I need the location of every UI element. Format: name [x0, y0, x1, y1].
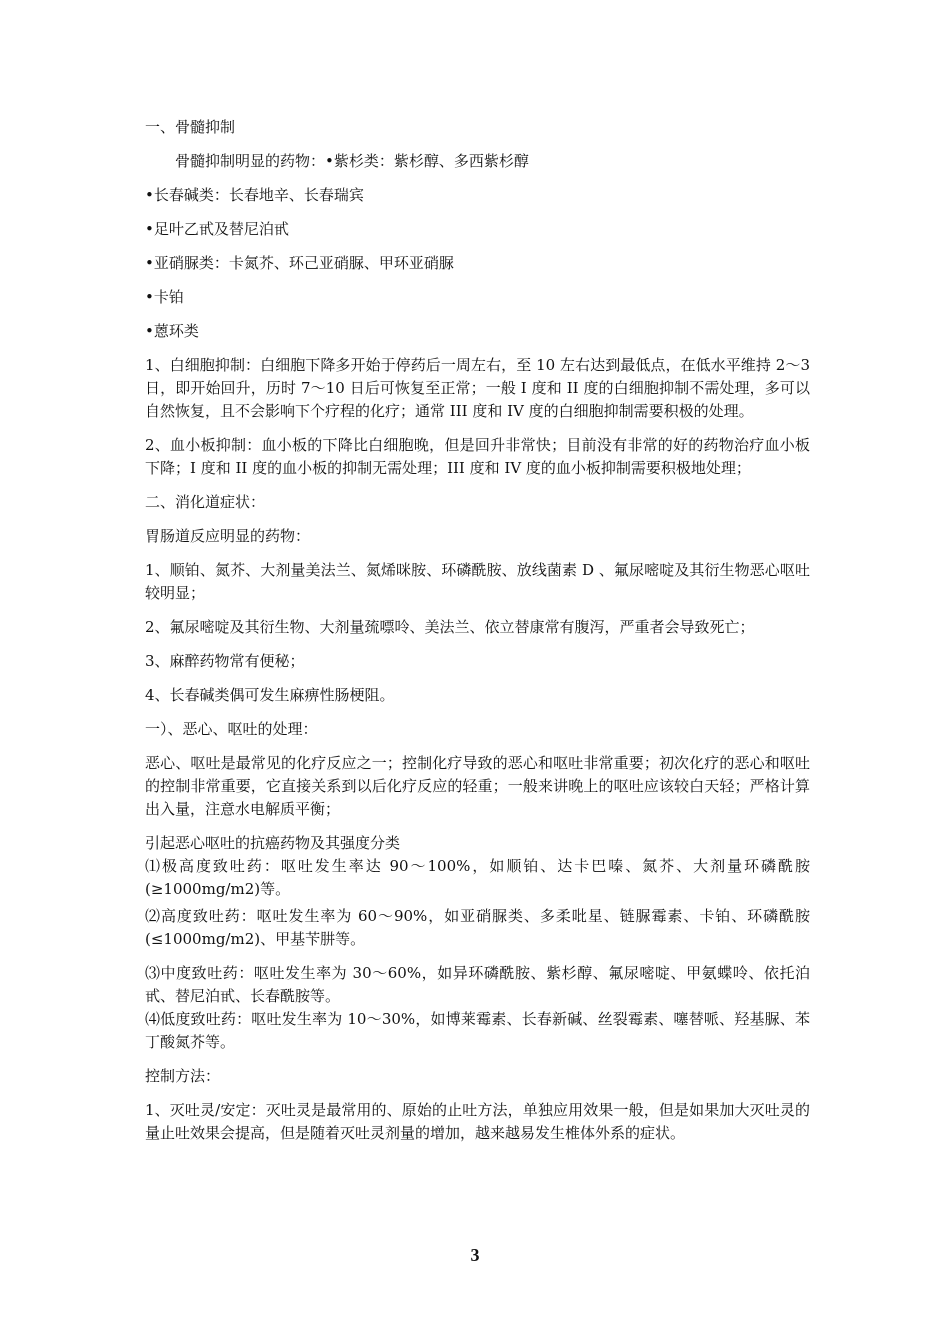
heading-bone-marrow-suppression: 一、骨髓抑制: [145, 118, 236, 136]
emetogenic-class-very-high: ⑴极高度致吐药：呕吐发生率达 90～100%，如顺铂、达卡巴嗪、氮芥、大剂量环磷酰胺(≥1000mg/m2)等。: [145, 857, 810, 898]
heading-digestive-symptoms: 二、消化道症状：: [145, 493, 266, 511]
drug-list-item: •长春碱类：长春地辛、长春瑞宾: [145, 186, 364, 204]
emetogenic-class-low: ⑷低度致吐药：呕吐发生率为 10～30%，如博莱霉素、长春新碱、丝裂霉素、噻替哌、羟基脲、苯丁酸氮芥等。: [145, 1010, 810, 1051]
emetogenic-class-moderate: ⑶中度致吐药：呕吐发生率为 30～60%，如异环磷酰胺、紫杉醇、氟尿嘧啶、甲氨蝶呤、依托泊甙、替尼泊甙、长春酰胺等。: [145, 964, 810, 1005]
gi-item-ileus: 4、长春碱类偶可发生麻痹性肠梗阻。: [145, 686, 395, 704]
drug-list-item: •卡铂: [145, 288, 184, 306]
page-number: 3: [470, 1245, 480, 1265]
heading-nausea-vomiting: 一）、恶心、呕吐的处理：: [145, 720, 318, 738]
drug-list-item: •蒽环类: [145, 322, 199, 340]
subheading-emetogenic-classes: 引起恶心呕吐的抗癌药物及其强度分类: [145, 834, 401, 852]
subheading-gi-drugs: 胃肠道反应明显的药物：: [145, 527, 311, 545]
subheading-control-methods: 控制方法：: [145, 1067, 221, 1085]
gi-item-nausea: 1、顺铂、氮芥、大剂量美法兰、氮烯咪胺、环磷酰胺、放线菌素 D 、氟尿嘧啶及其衍生物恶心呕吐较明显；: [145, 561, 810, 602]
paragraph-platelet-suppression: 2、血小板抑制：血小板的下降比白细胞晚，但是回升非常快；目前没有非常的好的药物治疗血小板下降；I 度和 II 度的血小板的抑制无需处理；III 度和 IV 度的血小板抑制需要积极地处理；: [145, 436, 810, 477]
document-body: [145, 116, 810, 1145]
paragraph-leukocyte-suppression: 1、白细胞抑制：白细胞下降多开始于停药后一周左右，至 10 左右达到最低点，在低水平维持 2～3 日，即开始回升，历时 7～10 日后可恢复至正常；一般 I 度和 II 度的白细胞抑制不需处理，多可以自然恢复，且不会影响下个疗程的化疗；通常 III 度和 IV 度的白细胞抑制需要积极的处理。: [145, 356, 810, 420]
drug-list-intro: 骨髓抑制明显的药物：•紫杉类：紫杉醇、多西紫杉醇: [175, 152, 529, 170]
emetogenic-class-high: ⑵高度致吐药：呕吐发生率为 60～90%，如亚硝脲类、多柔吡星、链脲霉素、卡铂、环磷酰胺(≤1000mg/m2)、甲基苄肼等。: [145, 907, 810, 948]
paragraph-metoclopramide: 1、灭吐灵/安定：灭吐灵是最常用的、原始的止吐方法，单独应用效果一般，但是如果加大灭吐灵的量止吐效果会提高，但是随着灭吐灵剂量的增加，越来越易发生椎体外系的症状。: [145, 1101, 810, 1142]
drug-list-item: •亚硝脲类：卡氮芥、环己亚硝脲、甲环亚硝脲: [145, 254, 454, 272]
paragraph-nausea-overview: 恶心、呕吐是最常见的化疗反应之一；控制化疗导致的恶心和呕吐非常重要；初次化疗的恶心和呕吐的控制非常重要，它直接关系到以后化疗反应的轻重；一般来讲晚上的呕吐应该较白天轻；严格计算出入量，注意水电解质平衡；: [145, 754, 810, 818]
gi-item-diarrhea: 2、氟尿嘧啶及其衍生物、大剂量巯嘌呤、美法兰、依立替康常有腹泻，严重者会导致死亡；: [145, 618, 755, 636]
gi-item-constipation: 3、麻醉药物常有便秘；: [145, 652, 305, 670]
drug-list-item: •足叶乙甙及替尼泊甙: [145, 220, 289, 238]
